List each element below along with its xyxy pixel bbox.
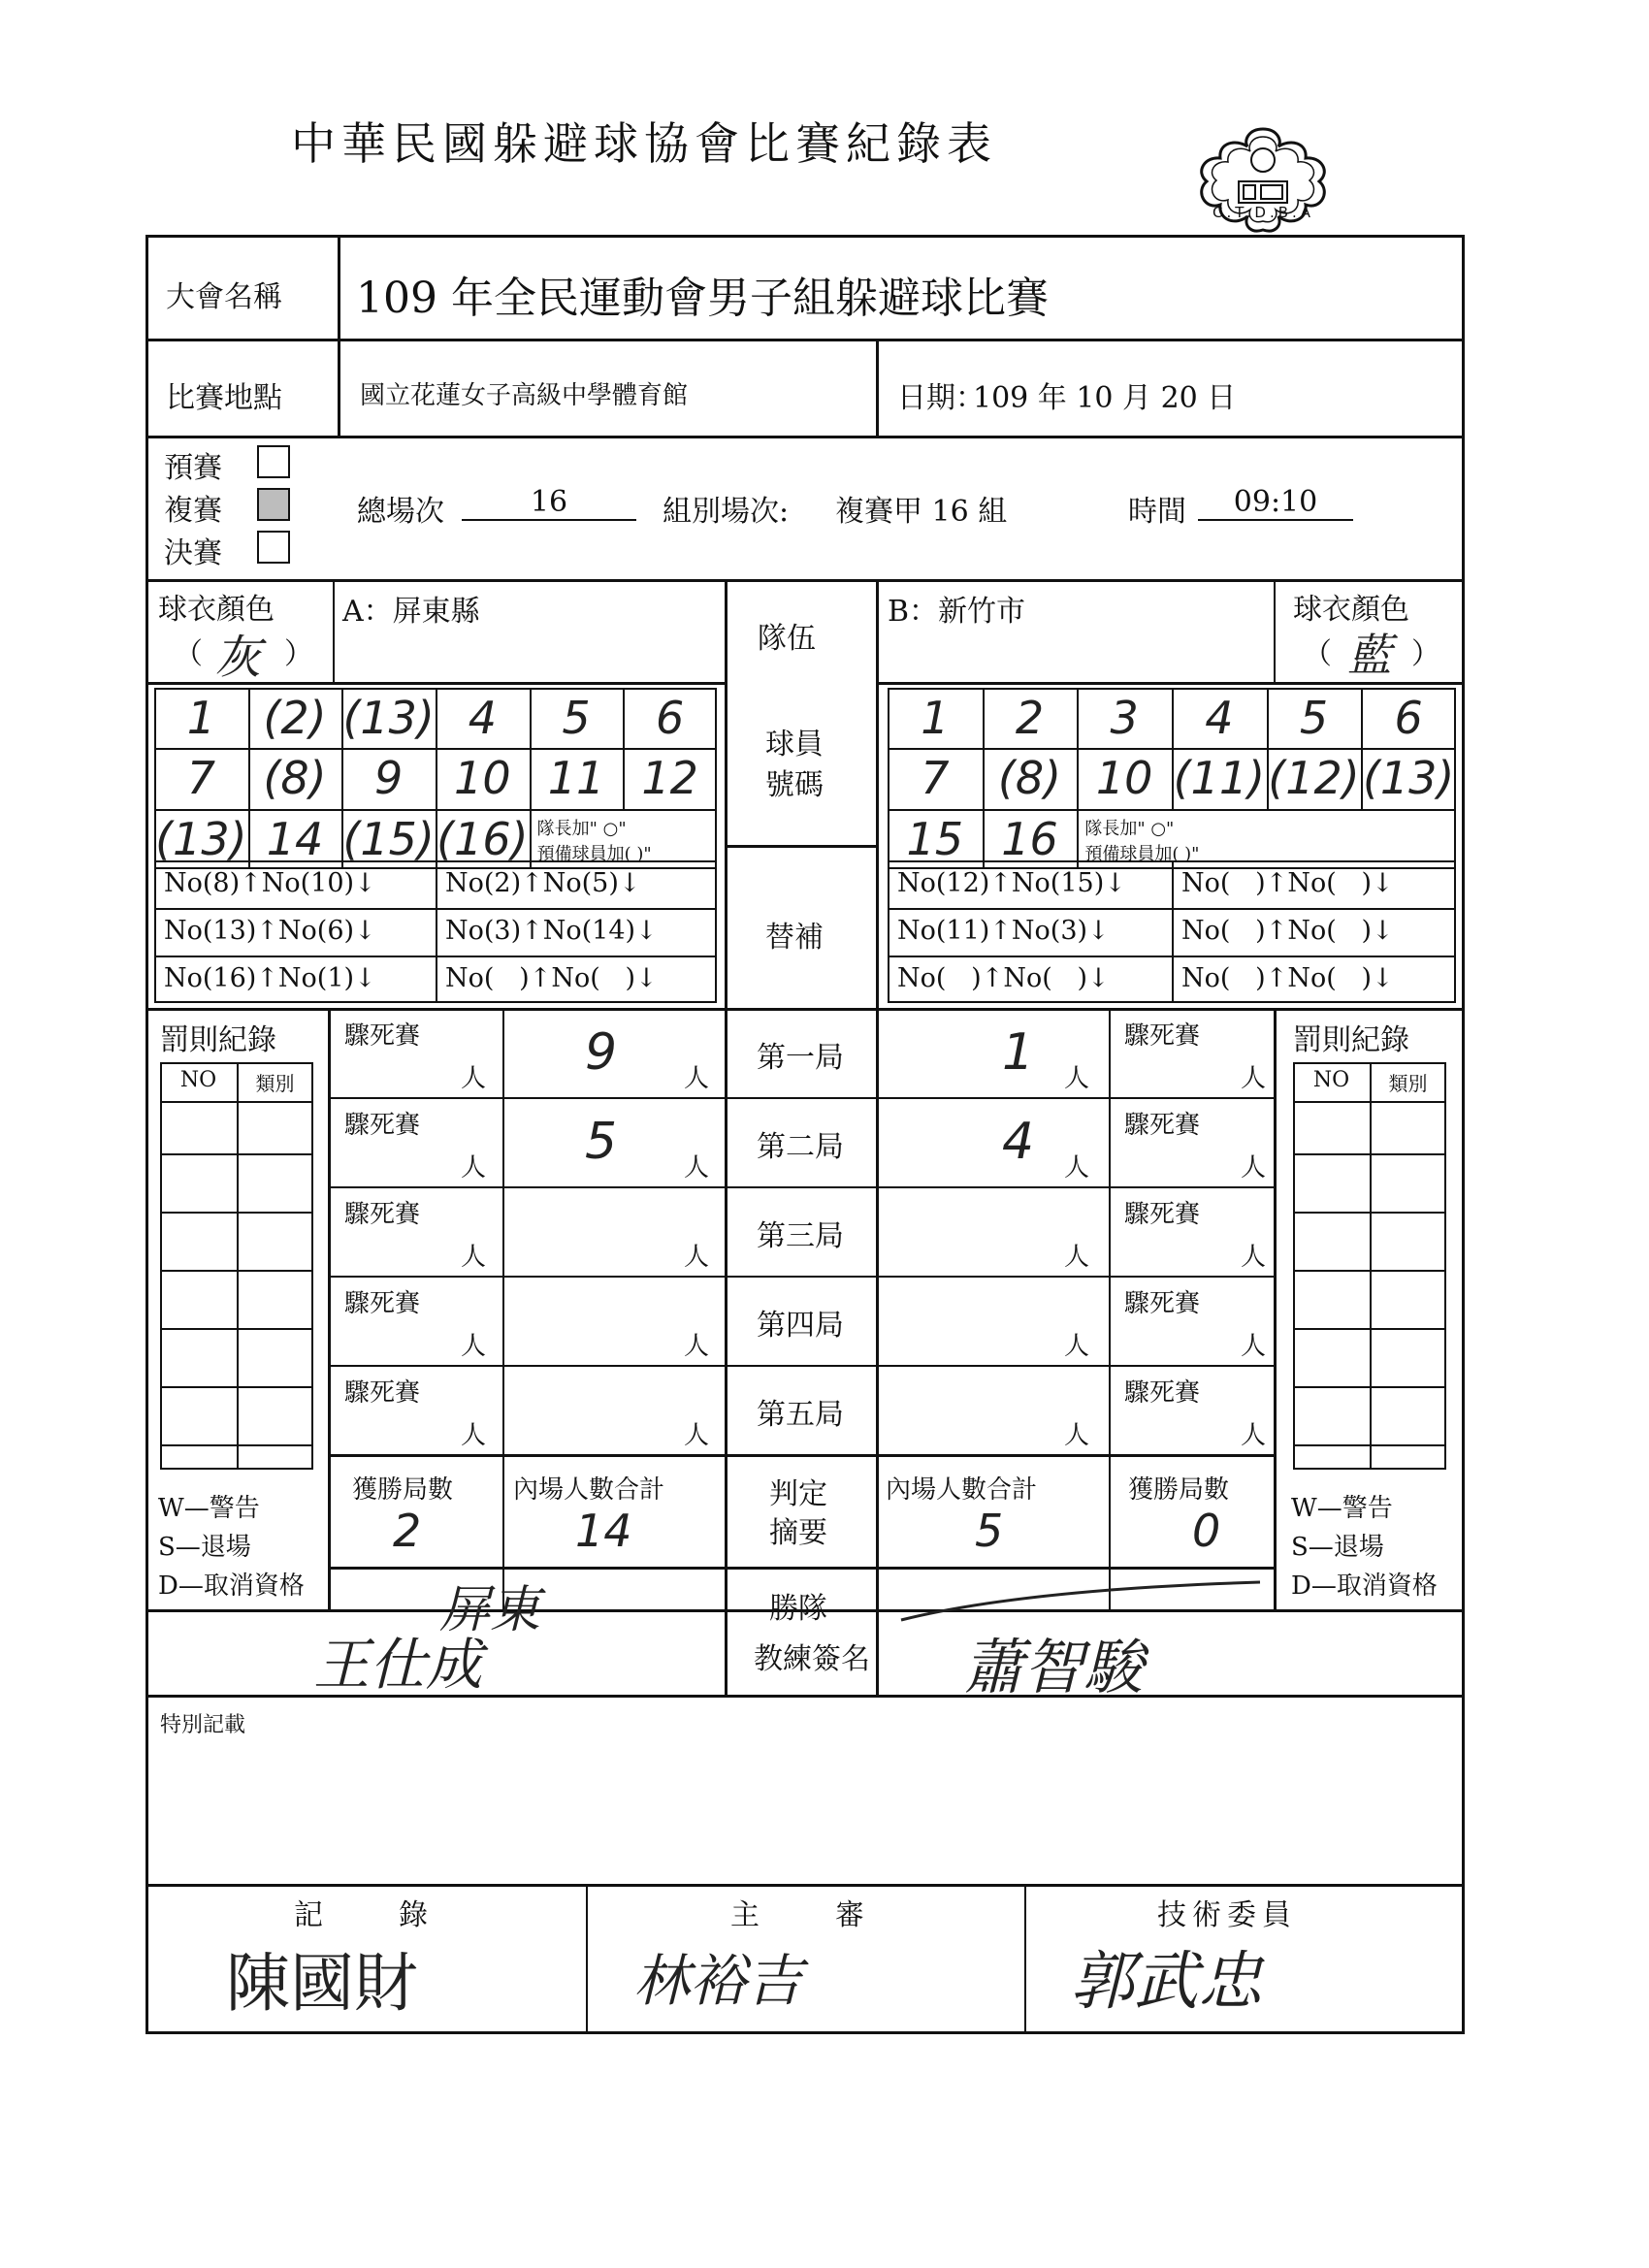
commissioner-signature: 郭武忠: [1070, 1944, 1262, 2019]
team-a-player-number: (8): [263, 752, 327, 805]
team-b-player-number: (12): [1268, 752, 1360, 805]
team-b-sudden-death-unit: 人: [1241, 1153, 1267, 1183]
team-a-total-label: 內場人數合計: [513, 1475, 665, 1505]
team-b-name: B：新竹市: [888, 595, 1026, 629]
stage-semi-label: 複賽: [164, 494, 222, 528]
team-b-jersey-color: 藍: [1347, 629, 1392, 681]
team-b-game-score: 1: [1002, 1023, 1035, 1082]
team-a-player-number: (16): [436, 812, 529, 865]
team-a-player-number: 11: [547, 752, 605, 805]
team-a-coach-signature: 王仕成: [313, 1632, 483, 1698]
team-a-player-number: (15): [342, 812, 435, 865]
team-b-player-number: 16: [1001, 812, 1058, 865]
venue-label: 比賽地點: [166, 381, 282, 415]
team-a-won-label: 獲勝局數: [352, 1475, 454, 1505]
team-b-score-unit: 人: [1064, 1421, 1090, 1450]
coach-sign-label: 教練簽名: [754, 1642, 870, 1676]
team-b-score-unit: 人: [1064, 1064, 1090, 1093]
team-b-captain-note: 隊長加" ○": [1084, 818, 1175, 839]
team-a-game-score: 9: [585, 1023, 618, 1082]
team-b-player-number: 4: [1205, 692, 1234, 744]
team-a-player-number: 9: [374, 752, 404, 805]
team-a-sudden-death-unit: 人: [461, 1421, 487, 1450]
team-a-player-number: (2): [263, 692, 327, 744]
group-match-label: 組別場次:: [663, 495, 790, 529]
team-a-sudden-death-label: 驟死賽: [344, 1200, 421, 1229]
team-a-name: A：屏東縣: [342, 595, 480, 629]
form-title: 中華民國躲避球協會比賽紀錄表: [291, 117, 997, 170]
team-b-sudden-death-label: 驟死賽: [1124, 1111, 1201, 1140]
team-b-player-number: 1: [921, 692, 950, 744]
team-a-sudden-death-unit: 人: [461, 1064, 487, 1093]
team-a-player-number: 12: [641, 752, 698, 805]
time-value: 09:10: [1198, 485, 1353, 521]
team-a-player-number: (13): [155, 812, 247, 865]
team-a-jersey-label: 球衣顏色: [158, 593, 275, 627]
team-a-player-number: 7: [186, 752, 215, 805]
team-a-player-number: 6: [656, 692, 685, 744]
referee-label: 主 審: [730, 1898, 870, 1932]
game-label: 第三局: [757, 1219, 844, 1253]
team-a-sub-entry: No(13)↑No(6)↓: [164, 916, 376, 946]
team-a-sub-entry: No(3)↑No(14)↓: [445, 916, 658, 946]
team-b-game-score: 4: [1002, 1113, 1035, 1171]
team-a-reserve-note: 預備球員加( )": [536, 843, 652, 864]
team-b-player-number: 3: [1110, 692, 1139, 744]
logo-text: C.T.D.B.A: [1212, 204, 1315, 221]
referee-signature: 林裕吉: [633, 1948, 803, 2014]
recorder-label: 記 錄: [294, 1898, 434, 1932]
team-b-sub-entry: No(12)↑No(15)↓: [897, 868, 1126, 898]
team-b-games-won: 0: [1192, 1505, 1221, 1557]
team-b-player-number: 7: [921, 752, 950, 805]
team-b-player-number: (13): [1362, 752, 1455, 805]
team-a-jersey-color: 灰: [214, 631, 262, 685]
team-a-games-won: 2: [393, 1505, 422, 1557]
game-label: 第四局: [757, 1309, 844, 1343]
team-a-total-in: 14: [575, 1505, 632, 1557]
team-a-penalty-title: 罰則紀錄: [160, 1023, 276, 1057]
legend-ejection: S—退場: [158, 1533, 251, 1562]
team-a-player-number: 1: [186, 692, 215, 744]
group-match-value: 複賽甲 16 組: [835, 495, 1008, 529]
team-a-sub-entry: No(16)↑No(1)↓: [164, 963, 376, 993]
team-a-captain-note: 隊長加" ○": [536, 818, 627, 839]
team-a-penalty-type-header: 類別: [255, 1072, 295, 1095]
team-b-player-number: 2: [1015, 692, 1045, 744]
team-a-sudden-death-label: 驟死賽: [344, 1021, 421, 1051]
team-b-won-label: 獲勝局數: [1128, 1475, 1230, 1505]
team-b-jersey-label: 球衣顏色: [1293, 593, 1409, 627]
team-a-penalty-no-header: NO: [179, 1068, 217, 1092]
team-b-player-number: (11): [1173, 752, 1266, 805]
event-name: 109 年全民運動會男子組躲避球比賽: [356, 274, 1049, 323]
team-b-player-number: (8): [997, 752, 1062, 805]
team-b-reserve-note: 預備球員加( )": [1084, 843, 1200, 864]
team-b-player-number: 15: [906, 812, 964, 865]
stage-prelim-checkbox[interactable]: [257, 445, 290, 478]
team-b-coach-signature: 蕭智駿: [963, 1632, 1145, 1702]
team-a-player-number: 5: [562, 692, 591, 744]
recorder-signature: 陳國財: [226, 1946, 418, 2021]
winner-handwritten: 屏東: [439, 1581, 541, 1639]
team-a-player-number: 10: [454, 752, 511, 805]
team-b-substitutions: [888, 860, 1456, 1003]
team-b-sudden-death-unit: 人: [1241, 1064, 1267, 1093]
team-a-sudden-death-label: 驟死賽: [344, 1111, 421, 1140]
event-label: 大會名稱: [166, 280, 282, 314]
team-a-score-unit: 人: [684, 1153, 710, 1183]
team-a-sudden-death-unit: 人: [461, 1153, 487, 1183]
team-a-player-number: (13): [342, 692, 435, 744]
team-b-player-number: 6: [1394, 692, 1423, 744]
team-a-score-unit: 人: [684, 1064, 710, 1093]
team-b-sub-entry: No( )↑No( )↓: [1181, 963, 1394, 993]
legend-warning: W—警告: [158, 1494, 260, 1523]
stage-semi-checkbox[interactable]: [257, 488, 290, 521]
team-b-total-in: 5: [975, 1505, 1004, 1557]
team-b-sub-entry: No( )↑No( )↓: [897, 963, 1110, 993]
team-a-score-unit: 人: [684, 1421, 710, 1450]
form-frame: 大會名稱 109 年全民運動會男子組躲避球比賽 比賽地點 國立花蓮女子高級中學體育館 日期： 109 年 10 月 20 日 預賽 複賽 決賽 總場次 16 組別場次: 複賽甲 16 組 時間 09:10 球衣顏色 （ 灰 ） A：屏東縣 隊伍 B：新竹市 球衣顏色 （ 藍 ） 1 (2) (13) 4 5 6 7 (8) 9 10 11 12 (13) 14 (15) (16) 隊長加" ○" 預備球員加( )" 1 2 3 4 5 6 7 (8) 10 (11) (12) (13) 15 16 隊長加" ○" 預備球員加( )" 球員 號碼 No(8)↑No(10)↓ No(2)↑No(5)↓ No(13)↑No(6)↓ No(3)↑No(14)↓ No(16)↑No(1)↓ No( )↑No( )↓ No(12)↑No(15)↓ No( )↑No( )↓ No(11)↑No(3)↓ No( )↑No( )↓ No( )↑No( )↓ No( )↑No( )↓ 替補 罰則紀錄 罰則紀錄 NO 類別 NO 類別 W—警告 S—退場 D—取消資格 W—警告 S—退場 D—取消資格 驟死賽 人 人 9 第一局 1 人 驟死賽 人 驟死賽 人 人 5 第二局 4 人 驟死賽 人 驟死賽 人 人 第三局 人 驟死賽 人 驟死賽 人 人 第四局 人 驟死賽 人 驟死賽 人 人 第五局 人 驟死賽 人 獲勝局數 內場人數合計 2 14 內場人數合計 獲勝局數 5 0 判定 摘要 勝隊 屏東 教練簽名 王仕成 蕭智駿 特別記載 記 錄 主 審 技術委員 陳國財 林裕吉 郭武忠: [146, 235, 1465, 2034]
team-a-sub-entry: No( )↑No( )↓: [445, 963, 658, 993]
legend-warning-b: W—警告: [1291, 1494, 1393, 1523]
substitution-label: 替補: [765, 921, 824, 955]
team-b-sudden-death-label: 驟死賽: [1124, 1021, 1201, 1051]
team-b-sudden-death-unit: 人: [1241, 1421, 1267, 1450]
team-a-sudden-death-unit: 人: [461, 1332, 487, 1361]
verdict-label: 判定 摘要: [769, 1477, 827, 1550]
team-b-sub-entry: No( )↑No( )↓: [1181, 916, 1394, 946]
team-a-player-number: 4: [468, 692, 497, 744]
total-match-value: 16: [462, 485, 636, 521]
game-label: 第一局: [757, 1041, 844, 1075]
team-b-score-unit: 人: [1064, 1243, 1090, 1272]
team-a-sudden-death-label: 驟死賽: [344, 1378, 421, 1408]
commissioner-label: 技術委員: [1157, 1898, 1297, 1932]
team-b-penalty-title: 罰則紀錄: [1293, 1023, 1409, 1057]
team-a-number-grid: [154, 688, 717, 869]
team-b-number-grid: [888, 688, 1456, 869]
team-b-sudden-death-unit: 人: [1241, 1332, 1267, 1361]
team-b-sudden-death-label: 驟死賽: [1124, 1289, 1201, 1318]
game-label: 第五局: [757, 1398, 844, 1432]
team-b-sudden-death-label: 驟死賽: [1124, 1378, 1201, 1408]
team-b-sub-entry: No( )↑No( )↓: [1181, 868, 1394, 898]
team-a-sub-entry: No(8)↑No(10)↓: [164, 868, 376, 898]
stage-final-checkbox[interactable]: [257, 531, 290, 564]
team-b-player-number: 5: [1299, 692, 1329, 744]
team-b-score-unit: 人: [1064, 1332, 1090, 1361]
legend-disqualify: D—取消資格: [158, 1571, 305, 1601]
stage-prelim-label: 預賽: [164, 451, 222, 485]
team-b-sudden-death-label: 驟死賽: [1124, 1200, 1201, 1229]
legend-ejection-b: S—退場: [1291, 1533, 1384, 1562]
team-b-player-number: 10: [1095, 752, 1153, 805]
special-notes-label: 特別記載: [160, 1713, 246, 1737]
team-a-substitutions: [154, 860, 717, 1003]
team-a-game-score: 5: [585, 1113, 618, 1171]
team-b-score-unit: 人: [1064, 1153, 1090, 1183]
team-a-sub-entry: No(2)↑No(5)↓: [445, 868, 641, 898]
team-a-sudden-death-unit: 人: [461, 1243, 487, 1272]
legend-disqualify-b: D—取消資格: [1291, 1571, 1438, 1601]
team-a-sudden-death-label: 驟死賽: [344, 1289, 421, 1318]
team-b-sudden-death-unit: 人: [1241, 1243, 1267, 1272]
team-a-score-unit: 人: [684, 1243, 710, 1272]
teams-label: 隊伍: [758, 622, 816, 656]
date-label: 日期：: [897, 381, 985, 415]
special-notes-area[interactable]: [160, 1747, 1450, 1873]
player-numbers-label: 球員 號碼: [765, 728, 824, 802]
team-a-player-number: 14: [266, 812, 324, 865]
stage-final-label: 決賽: [164, 536, 222, 570]
team-b-total-label: 內場人數合計: [886, 1475, 1038, 1505]
team-b-penalty-type-header: 類別: [1388, 1072, 1428, 1095]
venue-value: 國立花蓮女子高級中學體育館: [360, 381, 689, 410]
team-b-penalty-no-header: NO: [1312, 1068, 1350, 1092]
team-b-sub-entry: No(11)↑No(3)↓: [897, 916, 1110, 946]
time-label: 時間: [1128, 495, 1186, 529]
date-value: 109 年 10 月 20 日: [973, 381, 1237, 415]
game-rows: [148, 1008, 1462, 1454]
team-a-score-unit: 人: [684, 1332, 710, 1361]
winner-label: 勝隊: [769, 1592, 827, 1626]
total-match-label: 總場次: [357, 495, 444, 529]
game-label: 第二局: [757, 1130, 844, 1164]
